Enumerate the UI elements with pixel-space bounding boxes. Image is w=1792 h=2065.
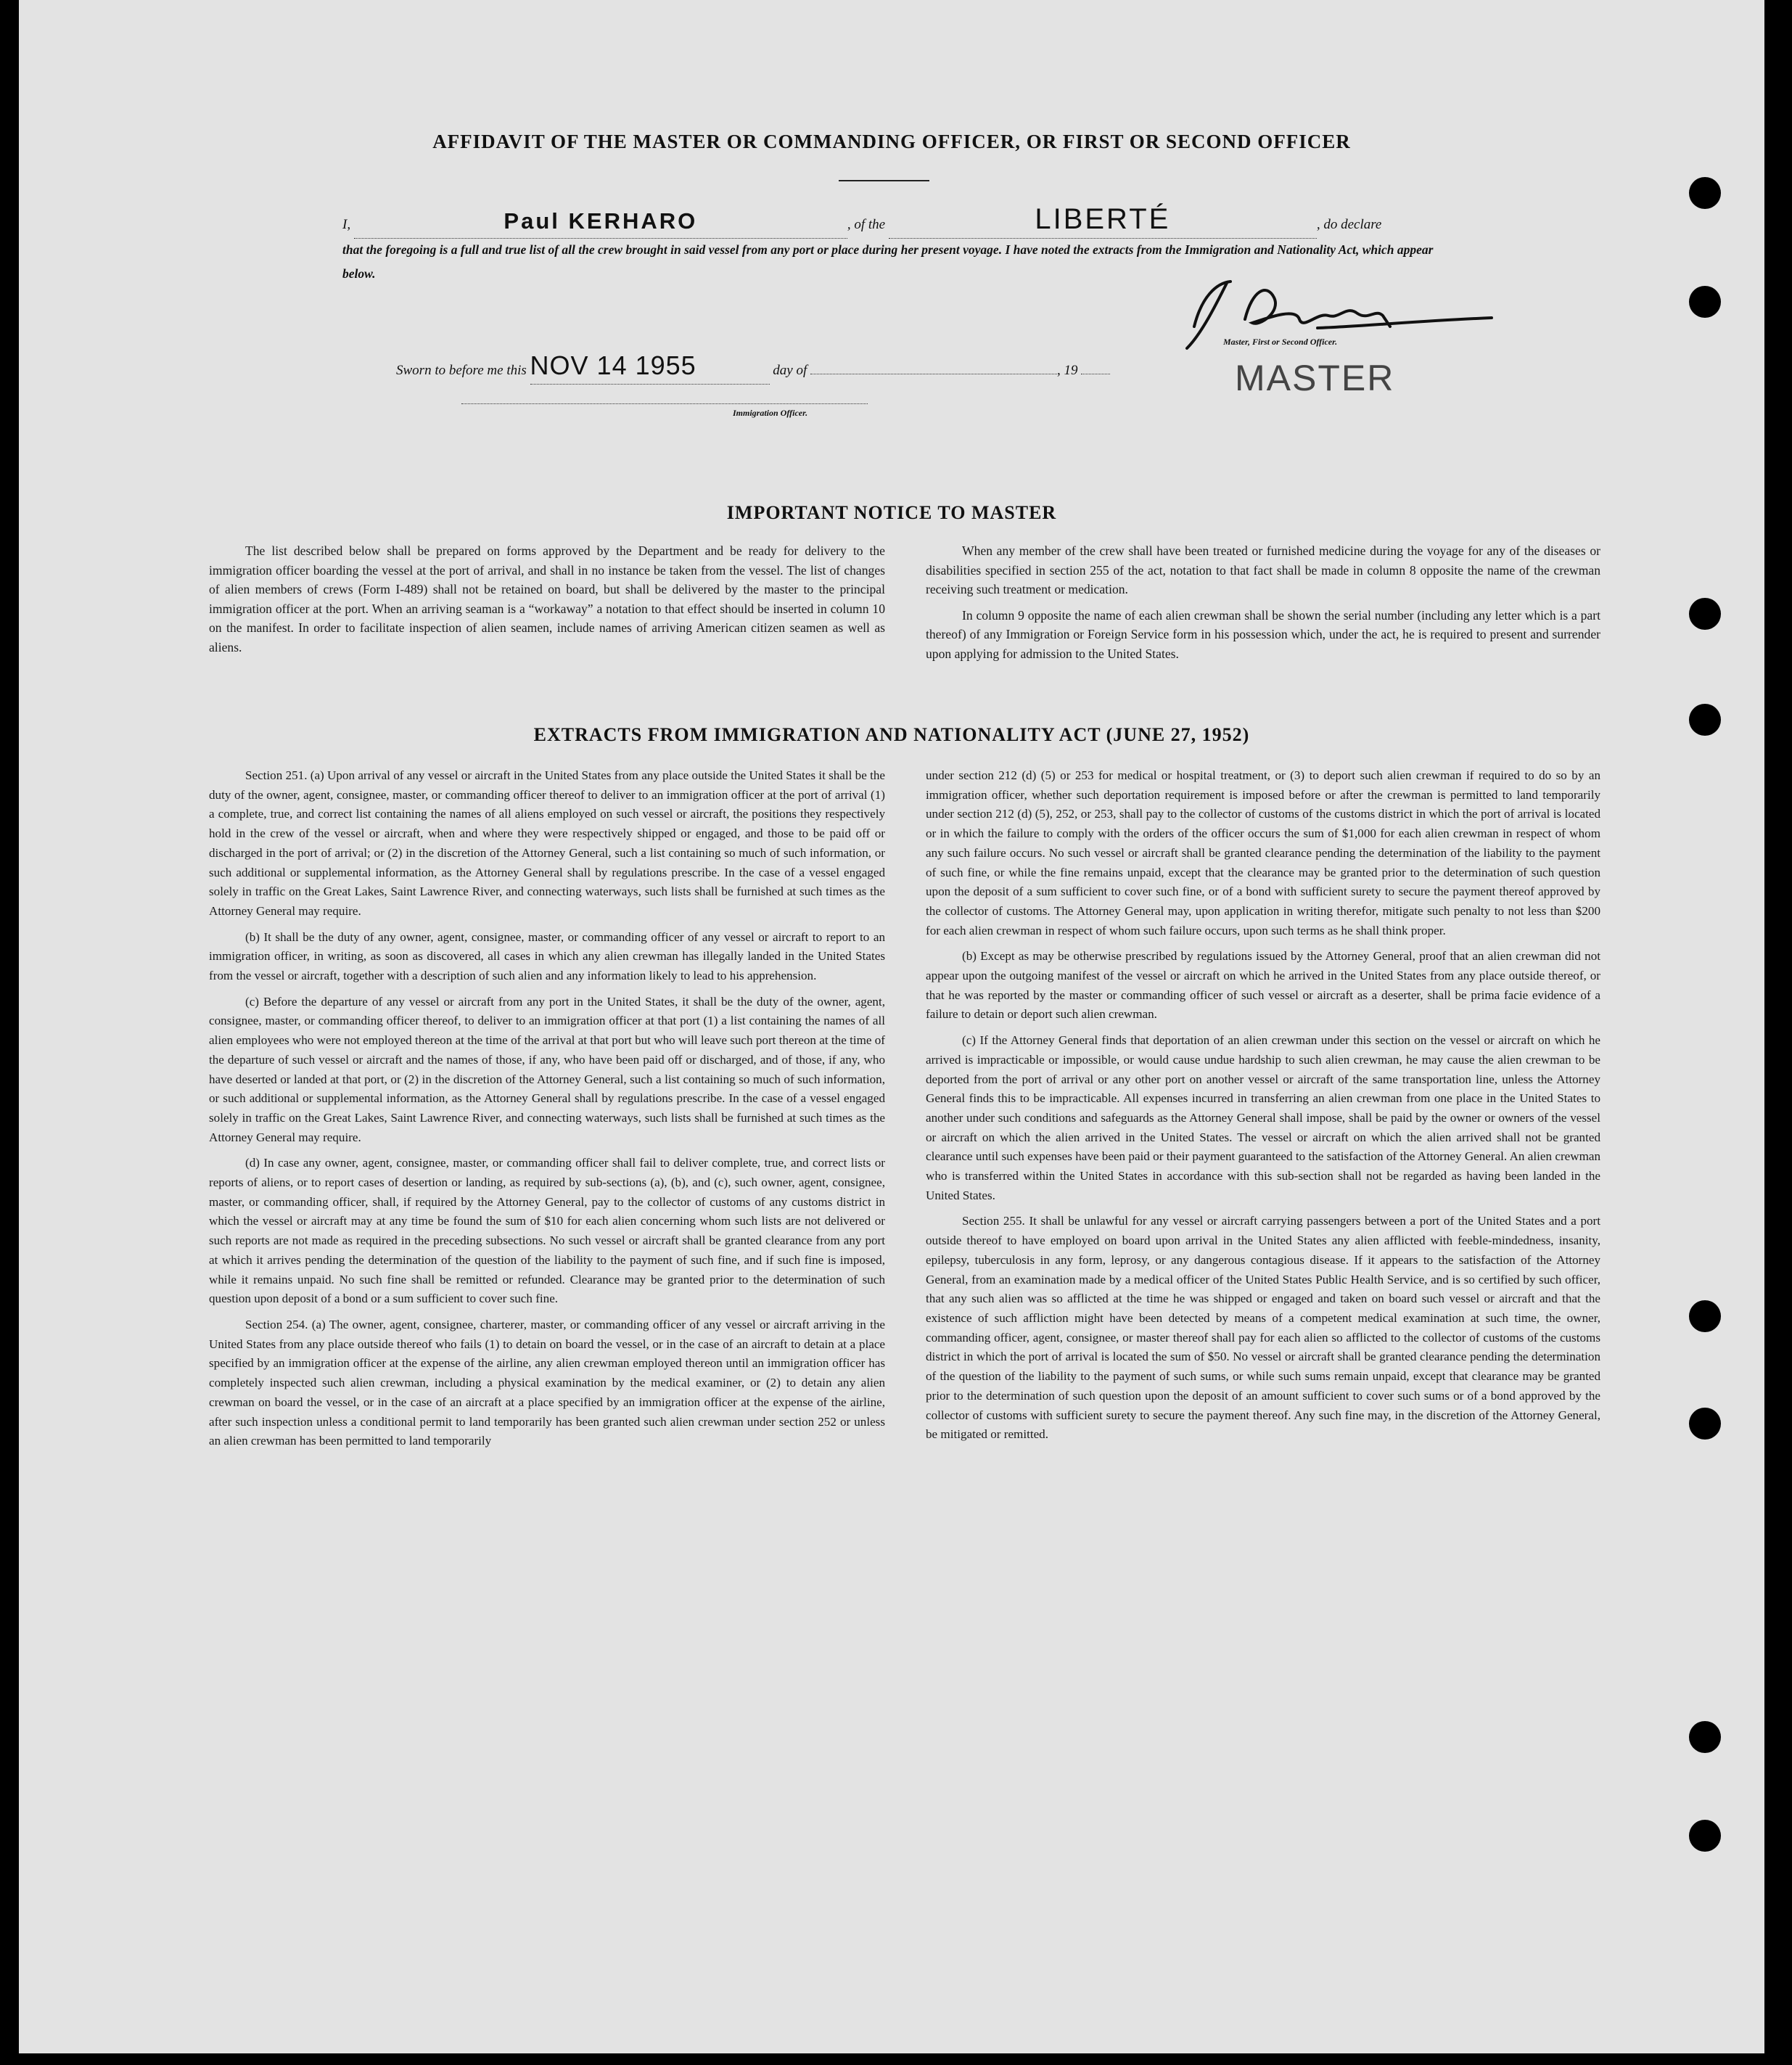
- extract-paragraph: under section 212 (d) (5) or 253 for medical or hospital treatment, or (3) to deport such alien crewman if required to do so by an immigration officer, whether such deportation requirement is imposed before or after the crewman is permitted to land temporarily under section 212 (d) (5), 252, or 253, shall pay to the collector of customs of the customs district in which the port of arrival is located or in which the failure to comply with the orders of the officer occurs the sum of $1,000 for each alien crewman in respect of whom any such failure occurs. No such vessel or aircraft shall be granted clearance pending the determination of the liability to the payment of such fine, or while the fine remains unpaid, except that the clearance may be granted prior to the determination of such question upon the deposit of a sum sufficient to cover such fine, or of a bond with sufficient surety to secure the payment thereof approved by the collector of customs. The Attorney General may, upon application in writing therefor, mitigate such penalty to not less than $200 for each alien crewman in respect of whom such failure occurs, upon such terms as he shall think proper.: [926, 768, 1600, 937]
- page-title: AFFIDAVIT OF THE MASTER OR COMMANDING OFFICER, OR FIRST OR SECOND OFFICER: [432, 131, 1351, 152]
- binder-hole: [1689, 1408, 1721, 1440]
- notice-left-column: [209, 541, 885, 663]
- declaration-prefix: I,: [342, 217, 351, 232]
- sworn-date-field: [530, 350, 770, 385]
- extract-paragraph: (b) It shall be the duty of any owner, agent, consignee, master, or commanding officer of any vessel or aircraft to report to an immigration officer, in writing, as soon as discovered, all cases in which any alien crewman has illegally landed in the United States from the vessel or aircraft, together with a description of such alien and any information likely to lead to his apprehension.: [209, 929, 885, 983]
- extract-paragraph: Section 255. It shall be unlawful for any vessel or aircraft carrying passengers between a port of the United States and a port outside thereof to have employed on board upon arrival in the United States any alien afflicted with feeble-mindedness, insanity, epilepsy, tuberculosis in any form, leprosy, or any dangerous contagious disease. If it appears to the satisfaction of the Attorney General, from an examination made by a medical officer of the United States Public Health Service, and is so certified by such officer, that any such alien was so afflicted at the time he was shipped or engaged and taken on board such vessel or aircraft and that the existence of such affliction might have been detected by means of a competent medical examination at such time, the owner, commanding officer, agent, consignee, or master thereof shall pay for each alien so afflicted to the collector of customs of the customs district in which the port of arrival is located the sum of $50. No vessel or aircraft shall be granted clearance pending the determination of the question of the liability to the payment of such sums, or while such sums remain unpaid, except that clearance may be granted prior to the determination of such question upon the deposit of an amount sufficient to cover such sums or of a bond approved by the collector of customs with sufficient surety to secure the payment thereof. Any such fine may, in the discretion of the Attorney General, be mitigated or remitted.: [926, 1214, 1600, 1442]
- of-the-label: , of the: [847, 217, 886, 232]
- sworn-date: NOV 14 1955: [530, 350, 696, 380]
- notice-paragraph: When any member of the crew shall have been treated or furnished medicine during the voyage for any of the diseases or disabilities specified in section 255 of the act, notation to that fact shall be made in column 8 opposite the name of the crewman receiving such treatment or medication.: [926, 543, 1600, 596]
- master-stamp: MASTER: [1235, 358, 1395, 398]
- declarant-name: Paul KERHARO: [504, 208, 698, 234]
- officer-caption: Master, First or Second Officer.: [1223, 337, 1338, 347]
- binder-hole: [1689, 598, 1721, 630]
- do-declare-label: , do declare: [1316, 217, 1382, 232]
- binder-hole: [1689, 286, 1721, 318]
- immigration-officer-caption: Immigration Officer.: [733, 408, 808, 418]
- extracts-title: EXTRACTS FROM IMMIGRATION AND NATIONALITY ACT (JUNE 27, 1952): [533, 724, 1250, 745]
- notice-paragraph: In column 9 opposite the name of each alien crewman shall be shown the serial number (including any letter which is a part thereof) of any Immigration or Foreign Service form in his possession which, under the act, he is required to present and surrender upon applying for admission to the United States.: [926, 607, 1600, 661]
- sworn-label: Sworn to before me this: [396, 363, 527, 378]
- extract-paragraph: Section 254. (a) The owner, agent, consignee, charterer, master, or commanding officer of any vessel or aircraft arriving in the United States from any place outside thereof who fails (1) to detain on board the vessel, or in the case of an aircraft to detain at a place specified by an immigration officer at the expense of the airline, any alien crewman employed thereon until an immigration officer has completely inspected such alien crewman, including a physical examination by the medical examiner, or (2) to detain any alien crewman on board the vessel, or in the case of an aircraft at a place specified by an immigration officer at the expense of the airline, after such inspection unless a conditional permit to land temporarily has been granted such alien crewman under section 252 or unless an alien crewman has been permitted to land temporarily: [209, 1317, 885, 1448]
- extract-paragraph: Section 251. (a) Upon arrival of any vessel or aircraft in the United States from any place outside the United States it shall be the duty of the owner, agent, consignee, master, or commanding officer thereof to deliver to an immigration officer at the port of arrival (1) a complete, true, and correct list containing the names of all aliens employed on such vessel or aircraft, the positions they respectively hold in the crew of the vessel or aircraft, when and where they were respectively shipped or engaged, and those to be paid off or discharged in the port of arrival; or (2) in the discretion of the Attorney General, such a list containing so much of such information, or such additional or supplemental information, as the Attorney General shall by regulations prescribe. In the case of a vessel engaged solely in traffic on the Great Lakes, Saint Lawrence River, and connecting waterways, such lists shall be furnished at such times as the Attorney General may require.: [209, 768, 885, 918]
- binder-hole: [1689, 1721, 1721, 1753]
- vessel-name-field: [889, 203, 1317, 239]
- extracts-left-column: [209, 766, 885, 1458]
- extract-paragraph: (c) Before the departure of any vessel or aircraft from any port in the United States, it shall be the duty of the owner, agent, consignee, master, or commanding officer thereof, to deliver to an immigration officer at that port (1) a list containing the names of all alien employees who were not employed thereon at the time of the arrival at that port but who will leave such port thereon at the time of the departure of such vessel or aircraft and the names of those, if any, who have been paid off or discharged, and of those, if any, who have deserted or landed at that port, or (2) in the discretion of the Attorney General, such a list containing so much of such information, or such additional or supplemental information, as the Attorney General shall by regulations prescribe. In the case of a vessel engaged solely in traffic on the Great Lakes, Saint Lawrence River, and connecting waterways, such lists shall be furnished at such times as the Attorney General may require.: [209, 994, 885, 1144]
- year-prefix: , 19: [1057, 363, 1078, 378]
- immigration-officer-line: [461, 403, 868, 404]
- extract-paragraph: (c) If the Attorney General finds that deportation of an alien crewman under this section on the vessel or aircraft on which he arrived is impracticable or impossible, or would cause undue hardship to such alien crewman, he may cause the alien crewman to be deported from the port of arrival or any other port on another vessel or aircraft of the same transportation line, unless the Attorney General finds this to be impracticable. All expenses incurred in transferring an alien crewman from one place in the United States to another under such conditions and safeguards as the Attorney General shall impose, shall be paid by the owner or owners of the vessel or aircraft on which the alien arrived in the United States. The vessel or aircraft on which the alien arrived shall not be granted clearance until such expenses have been paid or their payment guaranteed to the satisfaction of the Attorney General. An alien crewman who is transferred within the United States in accordance with this sub-section shall not be regarded as having been landed in the United States.: [926, 1033, 1600, 1202]
- declaration: [342, 203, 1467, 239]
- day-of-label: day of: [773, 363, 807, 378]
- binder-hole: [1689, 1300, 1721, 1332]
- master-signature: [1172, 276, 1506, 356]
- declarant-name-field: [354, 208, 847, 239]
- extract-paragraph: (b) Except as may be otherwise prescribed by regulations issued by the Attorney General, proof that an alien crewman did not appear upon the outgoing manifest of the vessel or aircraft on which he arrived in the United States from any place outside thereof, or that he was reported by the master or commanding officer of such vessel or aircraft as a deserter, shall be prima facie evidence of a failure to detain or deport such alien crewman.: [926, 949, 1600, 1022]
- declaration-body: that the foregoing is a full and true list of all the crew brought in said vessel from any port or place during her present voyage. I have noted the extracts from the Immigration and Nationality Act, which appear below.: [342, 242, 1434, 281]
- sworn-line: [396, 350, 1194, 385]
- binder-hole: [1689, 1820, 1721, 1852]
- extract-paragraph: (d) In case any owner, agent, consignee, master, or commanding officer shall fail to deliver complete, true, and correct lists or reports of aliens, or to report cases of desertion or landing, as required by sub-sections (a), (b), and (c), such owner, agent, consignee, master, or commanding officer, shall, if required by the Attorney General, pay to the collector of customs of any customs district in which the vessel or aircraft may at any time be found the sum of $10 for each alien concerning whom such lists are not delivered or such reports are not made as required in the preceding subsections. No such vessel or aircraft shall be granted clearance from any port at which it arrives pending the determination of the question of the liability to the payment of such fine, and if such fine is imposed, while it remains unpaid. No such fine shall be remitted or refunded. Clearance may be granted prior to the determination of such question upon deposit of a bond or a sum sufficient to cover such fine.: [209, 1156, 885, 1306]
- binder-hole: [1689, 177, 1721, 209]
- notice-title: IMPORTANT NOTICE TO MASTER: [726, 502, 1057, 523]
- extracts-right-column: [926, 766, 1600, 1451]
- notice-paragraph: The list described below shall be prepared on forms approved by the Department and be ready for delivery to the immigration officer boarding the vessel at the port of arrival, and shall in no instance be taken from the vessel. The list of changes of alien members of crews (Form I-489) shall not be retained on board, but shall be delivered by the master to the principal immigration officer at the port. When an arriving seaman is a “workaway” a notation to that effect should be inserted in column 10 on the manifest. In order to facilitate inspection of alien seamen, include names of arriving American citizen seamen as well as aliens.: [209, 543, 885, 654]
- document-page: [19, 0, 1764, 2053]
- vessel-name: LIBERTÉ: [1035, 203, 1171, 235]
- notice-right-column: [926, 541, 1600, 670]
- title-divider: [839, 180, 929, 181]
